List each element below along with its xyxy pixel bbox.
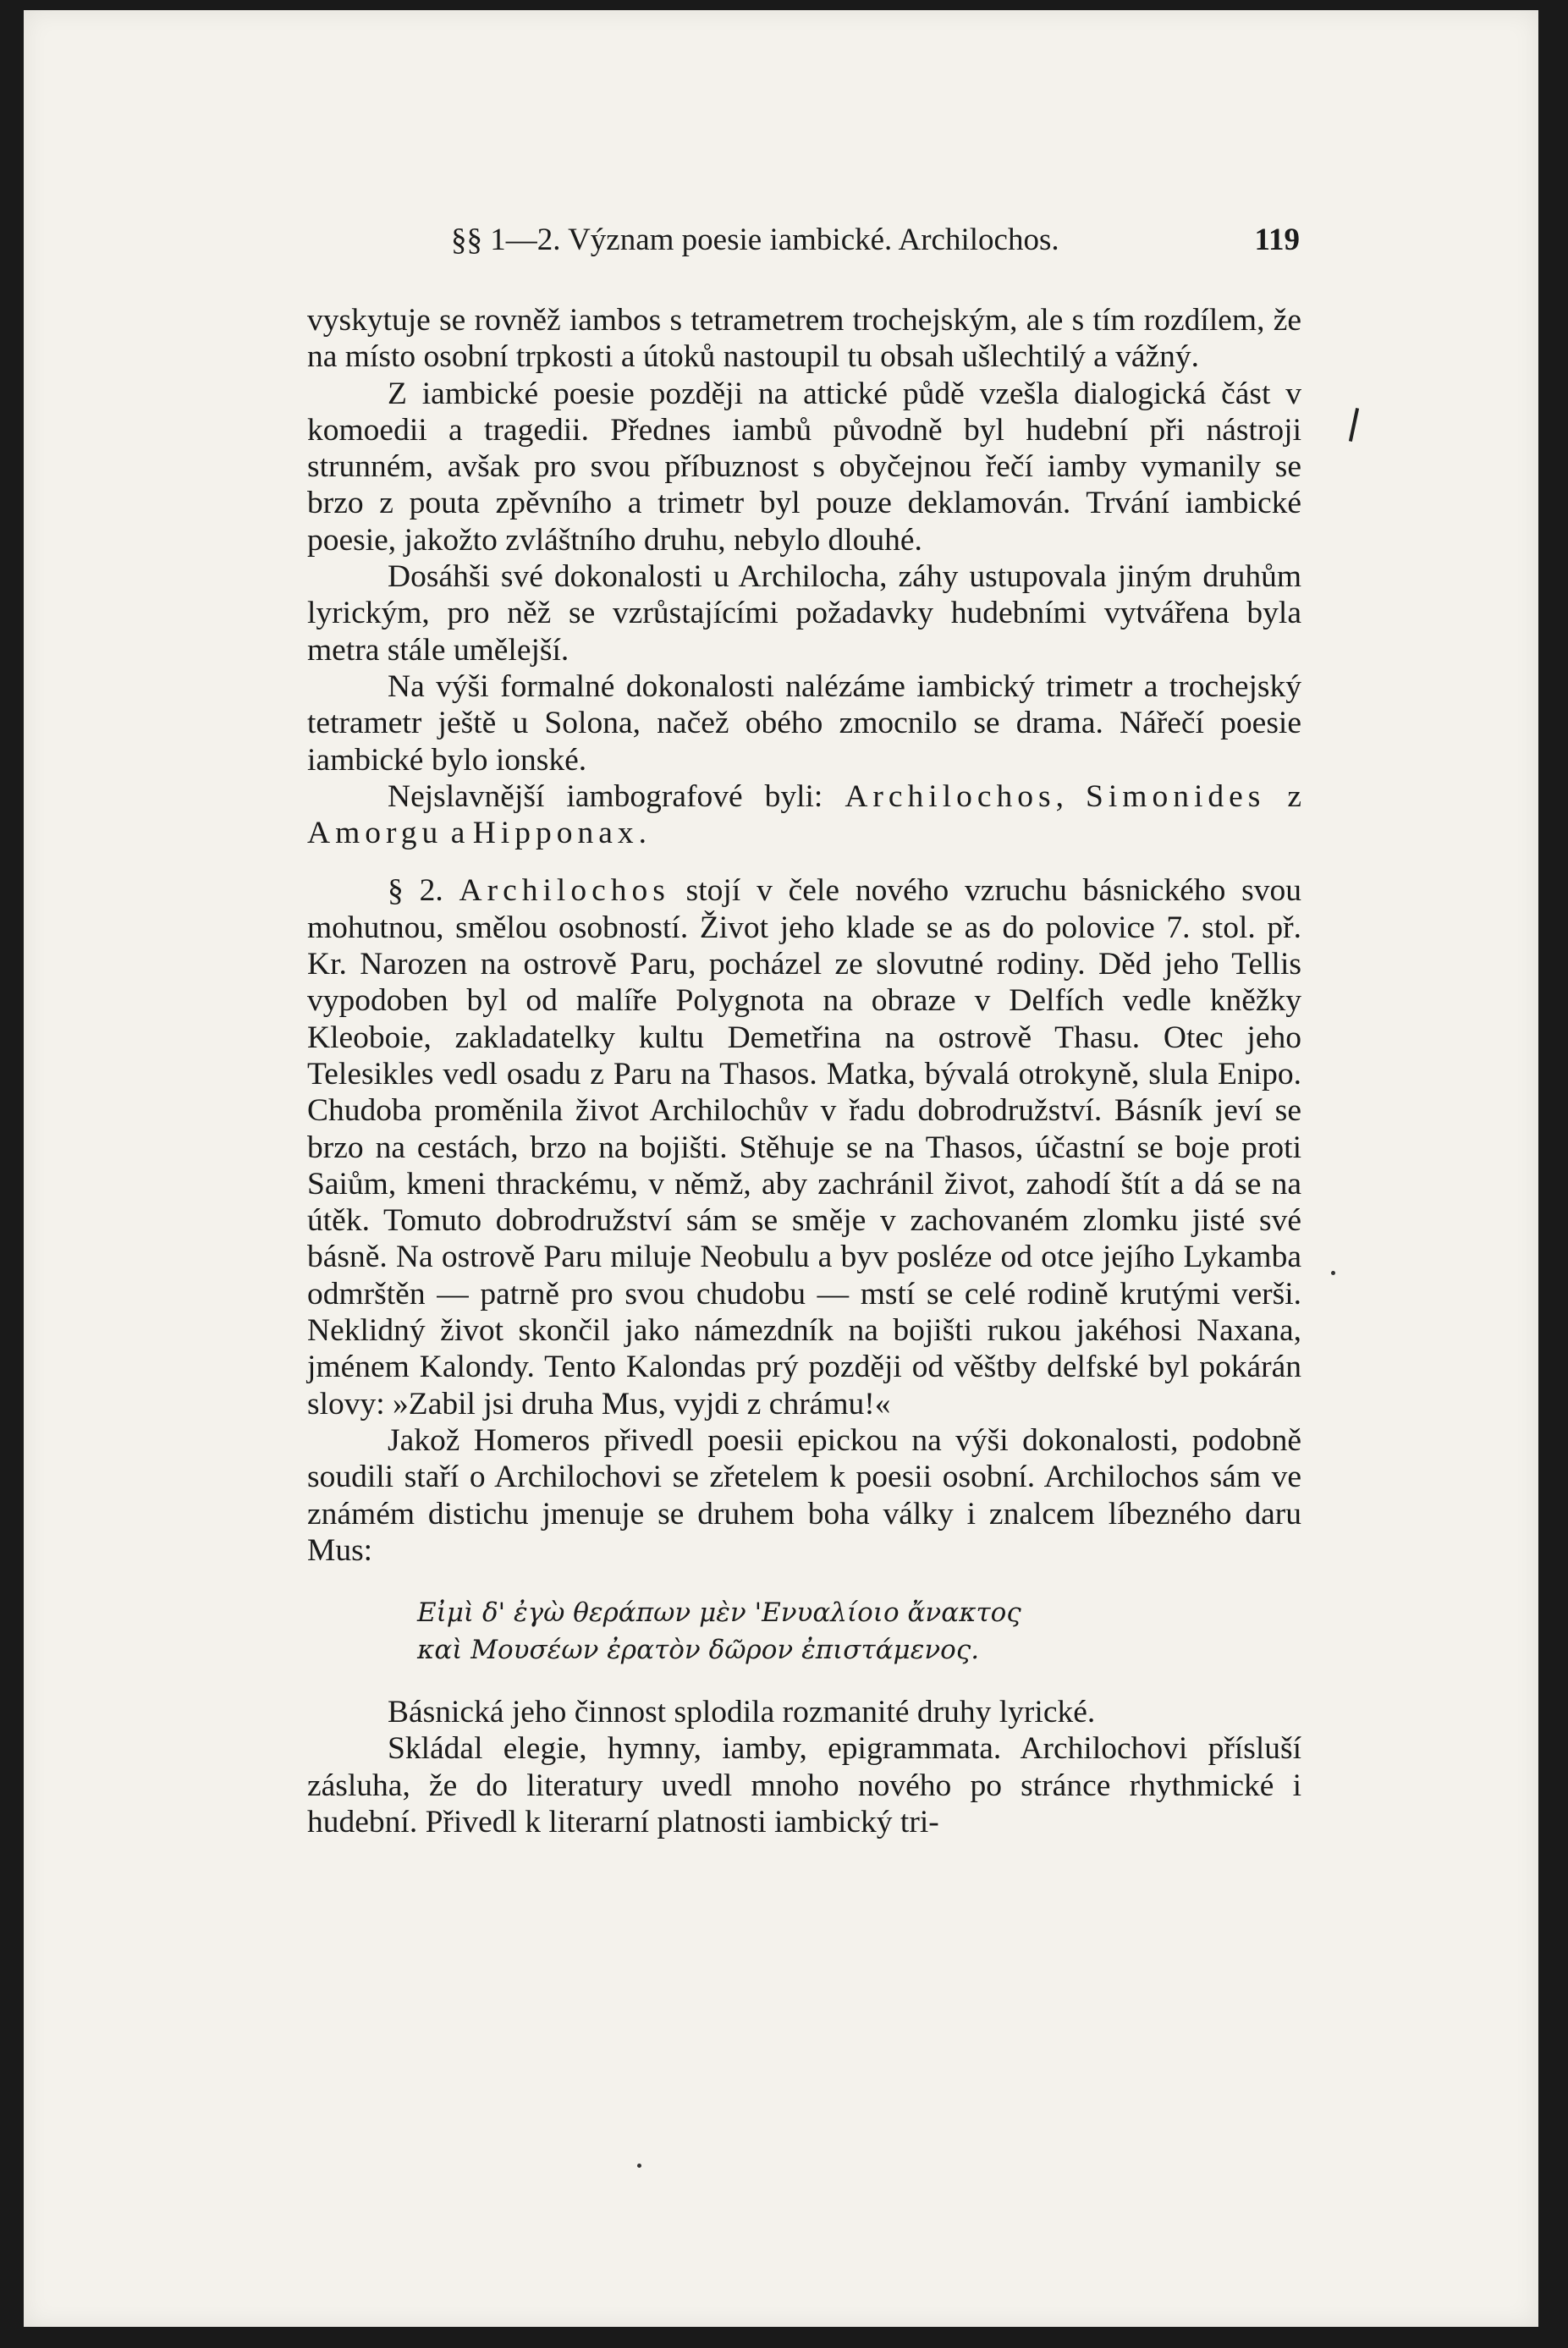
header-title: §§ 1—2. Význam poesie iambické. Archilochos.: [451, 223, 1059, 257]
section-label: § 2.: [388, 873, 443, 909]
section-2: [307, 872, 1301, 1421]
connector: a: [450, 816, 465, 851]
body-text: [307, 302, 1301, 1840]
place-name: Amorgu: [307, 816, 443, 851]
greek-distich: [417, 1594, 1301, 1669]
margin-mark: [1349, 408, 1359, 442]
paragraph: vyskytuje se rovněž iambos s tetrametrem trochejským, ale s tím rozdílem, že na místo osobní trpkosti a útoků nastoupil tu obsah ušlechtilý a vážný.: [307, 303, 1301, 375]
lead-text: Nejslavnější iambografové byli:: [388, 778, 823, 814]
verse-line: καὶ Μουσέων ἐρατὸν δῶρον ἐπιστάμενος.: [417, 1635, 980, 1666]
poet-name: Simonides: [1086, 778, 1266, 814]
section-text: stojí v čele nového vzruchu básnického svou mohutnou, smělou osobností. Život jeho klade se as do polovice 7. stol. př. Kr. Narozen na ostrově Paru, pocházel ze slovutné rodiny. Děd jeho Tellis vypodoben byl od malíře Polygnota na obraze v Delfích vedle kněžky Kleoboie, zakladatelky kultu Demetřina na ostrově Thasu. Otec jeho Telesikles vedl osadu z Paru na Thasos. Matka, bývalá otrokyně, slula Enipo. Chudoba proměnila život Archilochův v řadu dobrodružství. Básník jeví se brzo na cestách, brzo na bojišti. Stěhuje se na Thasos, účastní se boje proti Saiům, kmeni thrackému, v němž, aby zachránil život, zahodí štít a dá se na útěk. Tomuto dobrodružství sám se směje v zachovaném zlomku jisté své básně. Na ostrově Paru miluje Neobulu a byv posléze od otce jejího Lykamba odmrštěn — patrně pro svou chudobu — mstí se celé rodině krutými verši. Neklidný život skončil jako námezdník na bojišti rukou jakéhosi Naxana, jménem Kalondy. Tento Kalondas prý později od věštby delfské byl pokárán slovy: »Zabil jsi druha Mus, vyjdi z chrámu!«: [307, 873, 1302, 1421]
connector: z: [1287, 778, 1301, 814]
poet-name: Hipponax: [472, 816, 639, 851]
poet-name: Archilochos: [459, 873, 670, 909]
paragraph-iambographers: Nejslavnější iambografové byli: Archilochos, Simonides z Amorgu a Hipponax.: [307, 778, 1301, 851]
book-page: [24, 10, 1538, 2327]
poet-name: Archilochos: [845, 778, 1056, 814]
paragraph: Básnická jeho činnost splodila rozmanité druhy lyrické.: [388, 1695, 1096, 1730]
paragraph: Dosáhši své dokonalosti u Archilocha, záhy ustupovala jiným druhům lyrickým, pro něž se vzrůstajícími požadavky hudebními vytvářena byla metra stále umělejší.: [307, 559, 1301, 668]
speck: [1331, 1271, 1335, 1275]
page-number: 119: [1254, 223, 1300, 257]
paragraph: Skládal elegie, hymny, iamby, epigrammata. Archilochovi přísluší zásluha, že do literatury uvedl mnoho nového po stránce rhythmické i hudební. Přivedl k literarní platnosti iambický tri-: [307, 1731, 1301, 1839]
paragraph: Z iambické poesie později na attické půdě vzešla dialogická část v komoedii a tragedii. Přednes iambů původně byl hudební při nástroji strunném, avšak pro svou příbuznost s obyčejnou řečí iamby vymanily se brzo z pouta zpěvního a trimetr byl pouze deklamován. Trvání iambické poesie, jakožto zvláštního druhu, nebylo dlouhé.: [307, 376, 1301, 558]
running-header: [451, 222, 1300, 258]
paragraph: Na výši formalné dokonalosti nalézáme iambický trimetr a trochejský tetrametr ještě u Solona, načež obého zmocnilo se drama. Nářečí poesie iambické bylo ionské.: [307, 668, 1301, 778]
verse-line: Εἰμὶ δ' ἐγὼ θεράπων μὲν 'Ενυαλίοιο ἄνακτος: [417, 1597, 1021, 1629]
speck: [637, 2164, 641, 2168]
paragraph: Jakož Homeros přivedl poesii epickou na výši dokonalosti, podobně soudili staří o Archilochovi se zřetelem k poesii osobní. Archilochos sám ve známém distichu jmenuje se druhem boha války i znalcem líbezného daru Mus:: [307, 1422, 1301, 1568]
full-stop: .: [638, 816, 646, 851]
